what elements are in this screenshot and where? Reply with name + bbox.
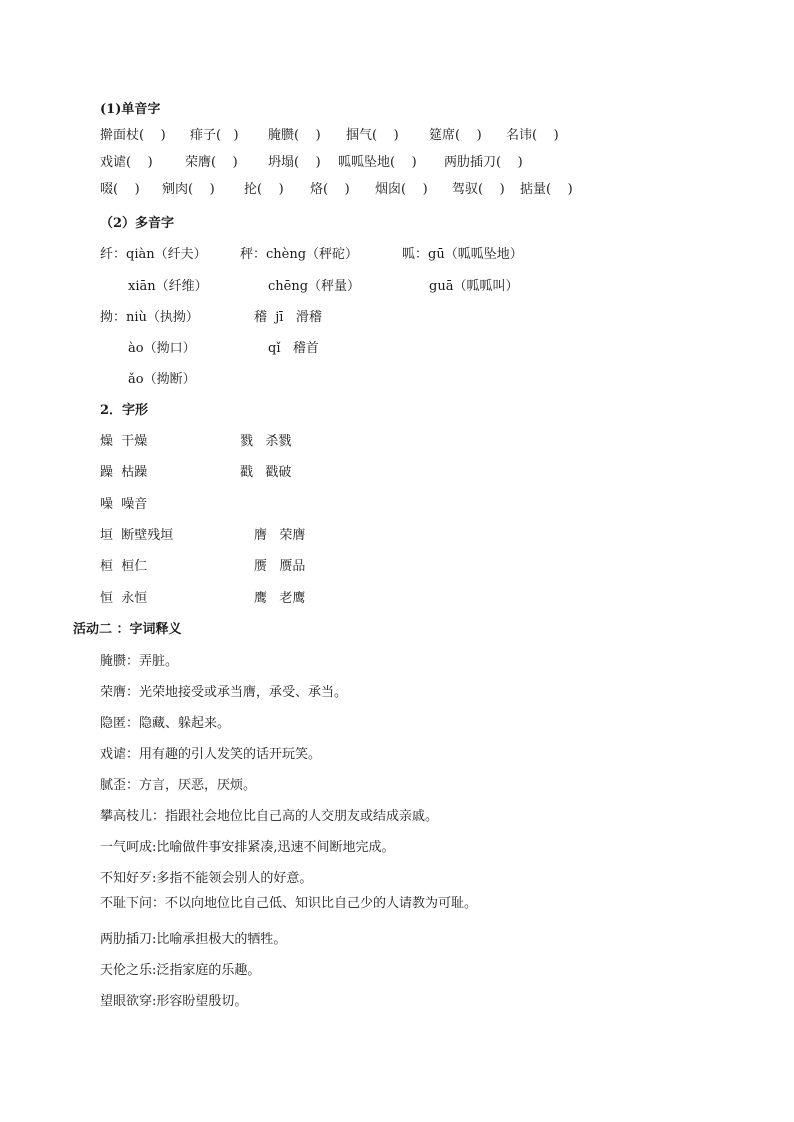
blank-item: 名讳( ): [506, 128, 559, 143]
definition-item: 不知好歹:多指不能领会别人的好意。: [100, 871, 313, 886]
definition-item: 望眼欲穿:形容盼望殷切。: [100, 994, 248, 1009]
blank-item: 擀面杖( ): [100, 128, 166, 143]
glyph-item: 膺 荣膺: [254, 528, 306, 543]
glyph-item: 恒 永恒: [100, 591, 148, 606]
polyphonic-item: chēng（秤量）: [268, 279, 361, 294]
blank-item: 啜( ): [100, 182, 140, 197]
activity-title: 活动二 ：字词释义: [73, 622, 182, 637]
polyphonic-item: xiān（纤维）: [128, 279, 208, 294]
definition-item: 隐匿：隐藏、躲起来。: [100, 716, 231, 731]
blank-item: 驾驭( ): [452, 182, 505, 197]
blank-item: 掴气( ): [346, 128, 399, 143]
definition-item: 戏谑：用有趣的引人发笑的话开玩笑。: [100, 747, 322, 762]
blank-item: 戏谑( ): [100, 155, 153, 170]
polyphonic-item: 秤：chèng（秤砣）: [240, 247, 359, 262]
definition-item: 腻歪：方言，厌恶，厌烦。: [100, 778, 257, 793]
polyphonic-item: 纤：qiàn（纤夫）: [100, 247, 207, 262]
blank-item: 痱子( ): [190, 128, 239, 143]
glyph-item: 赝 赝品: [254, 559, 306, 574]
glyph-item: 鹰 老鹰: [254, 591, 306, 606]
glyph-item: 戳 戳破: [240, 465, 292, 480]
section-title-polyphonic: （2）多音字: [100, 216, 175, 231]
polyphonic-item: 呱：gū（呱呱坠地）: [402, 247, 523, 262]
section-title-single-sound: (1)单音字: [100, 102, 161, 117]
polyphonic-item: ǎo（拗断）: [128, 372, 196, 387]
polyphonic-item: 稽 jī 滑稽: [254, 310, 322, 325]
glyph-item: 戮 杀戮: [240, 434, 292, 449]
definition-item: 天伦之乐:泛指家庭的乐趣。: [100, 963, 261, 978]
definition-item: 腌臜：弄脏。: [100, 654, 179, 669]
glyph-item: 垣 断壁残垣: [100, 528, 174, 543]
blank-item: 烟囱( ): [375, 182, 428, 197]
blank-item: 呱呱坠地( ): [338, 155, 417, 170]
definition-item: 攀高枝儿：指跟社会地位比自己高的人交朋友或结成亲戚。: [100, 809, 439, 824]
blank-item: 筵席( ): [429, 128, 482, 143]
polyphonic-item: qǐ 稽首: [268, 341, 319, 356]
definition-item: 两肋插刀:比喻承担极大的牺牲。: [100, 932, 287, 947]
blank-item: 腌臜( ): [268, 128, 321, 143]
blank-item: 坍塌( ): [268, 155, 321, 170]
blank-item: 掂量( ): [520, 182, 573, 197]
glyph-item: 燥 干燥: [100, 434, 148, 449]
polyphonic-item: 拗：niù（执拗）: [100, 310, 199, 325]
blank-item: 剜肉( ): [162, 182, 215, 197]
blank-item: 抡( ): [244, 182, 284, 197]
glyph-item: 噪 噪音: [100, 497, 148, 512]
blank-item: 两肋插刀( ): [444, 155, 523, 170]
blank-item: 荣膺( ): [185, 155, 238, 170]
section-title-glyph: 2．字形: [100, 403, 149, 418]
definition-item: 荣膺：光荣地接受或承当膺，承受、承当。: [100, 685, 348, 700]
definition-item: 不耻下问：不以向地位比自己低、知识比自己少的人请教为可耻。: [100, 896, 478, 911]
blank-item: 烙( ): [310, 182, 350, 197]
glyph-item: 桓 桓仁: [100, 559, 148, 574]
polyphonic-item: ào（拗口）: [128, 341, 196, 356]
definition-item: 一气呵成:比喻做件事安排紧凑,迅速不间断地完成。: [100, 840, 395, 855]
glyph-item: 躁 枯躁: [100, 465, 148, 480]
polyphonic-item: guā（呱呱叫）: [429, 279, 519, 294]
